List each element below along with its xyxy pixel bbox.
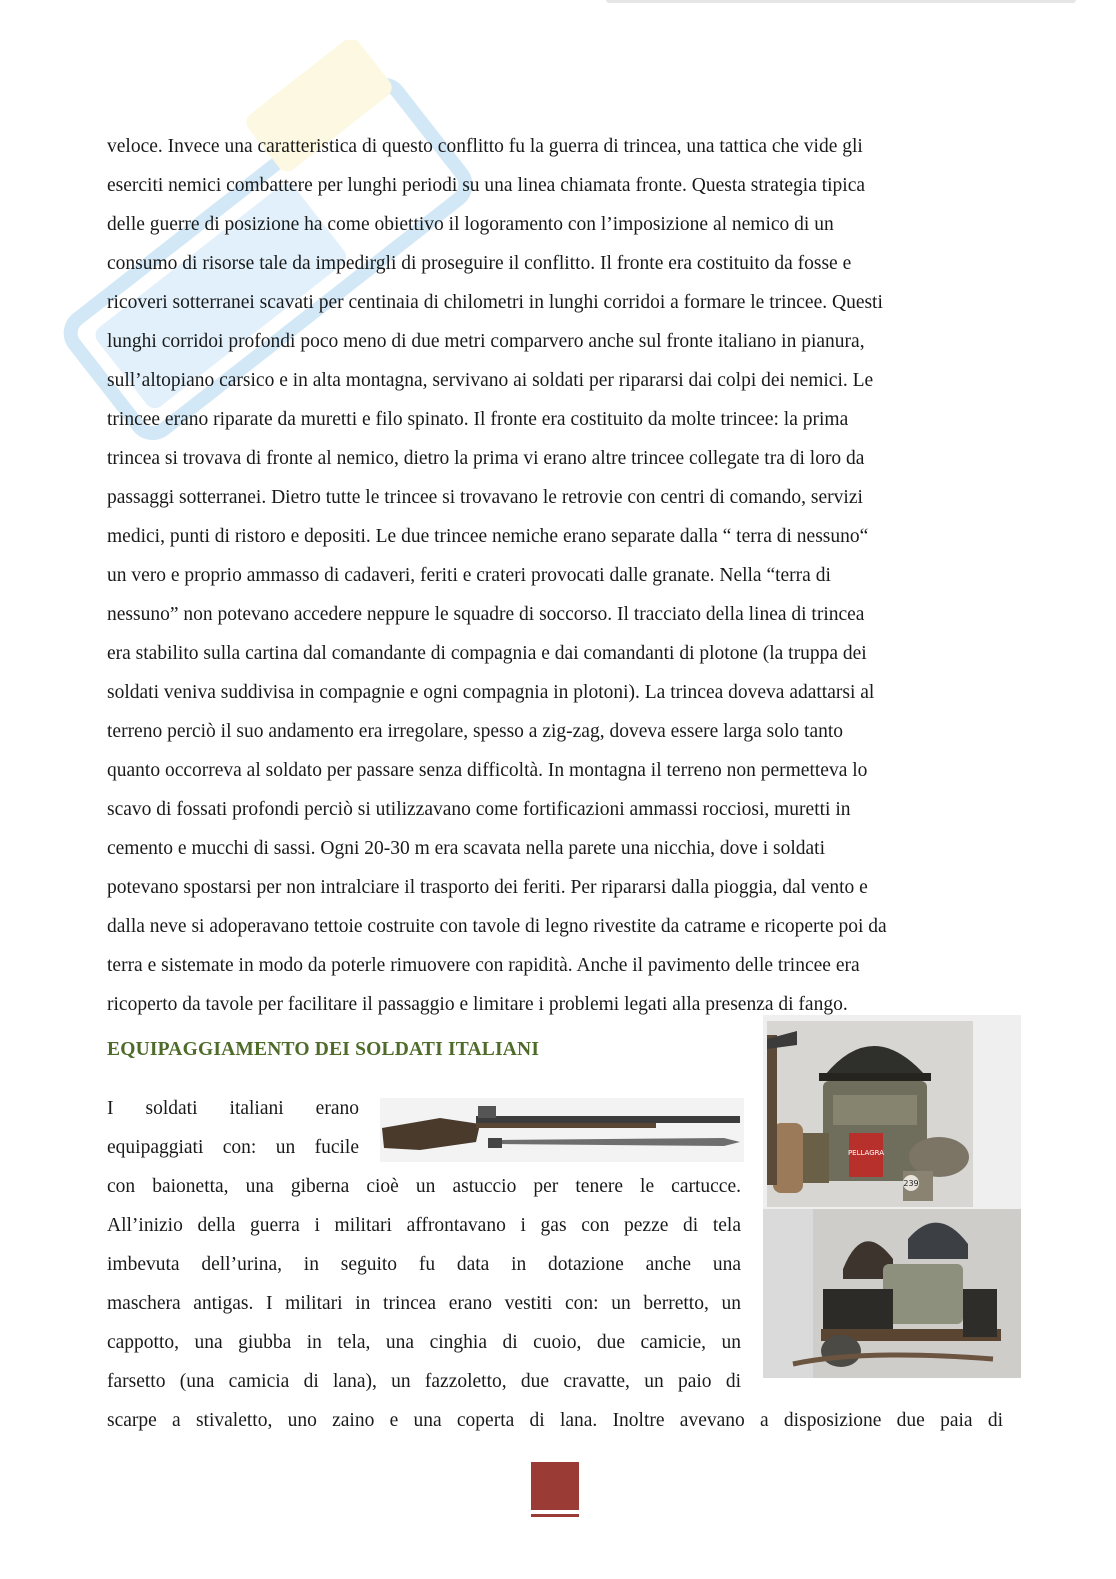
rifle-bayonet-image [380, 1098, 744, 1162]
page-marker-underline [531, 1514, 579, 1517]
body-line: veloce. Invece una caratteristica di questo conflitto fu la guerra di trincea, una tattica che vide gli [107, 136, 863, 157]
body-line: passaggi sotterranei. Dietro tutte le trincee si trovavano le retrovie con centri di comando, servizi [107, 487, 863, 508]
section-line: con baionetta, una giberna cioè un astuccio per tenere le cartucce. [107, 1176, 741, 1197]
body-line: scavo di fossati profondi perciò si utilizzavano come fortificazioni ammassi rocciosi, muretti in [107, 799, 851, 820]
body-line: dalla neve si adoperavano tettoie costruite con tavole di legno rivestite da catrame e ricoperte poi da [107, 916, 887, 937]
body-line: soldati veniva suddivisa in compagnie e ogni compagnia in plotoni). La trincea doveva adattarsi al [107, 682, 875, 703]
body-line: consumo di risorse tale da impedirgli di proseguire il conflitto. Il fronte era costituito da fosse e [107, 253, 852, 274]
body-line: trincee erano riparate da muretti e filo spinato. Il fronte era costituito da molte trincee: la prima [107, 409, 849, 430]
body-line: terra e sistemate in modo da poterle rimuovere con rapidità. Anche il pavimento delle trincee era [107, 955, 860, 976]
equipment-photo-2 [763, 1209, 1021, 1378]
body-line: sull’altopiano carsico e in alta montagna, servivano ai soldati per ripararsi dai colpi dei nemici. Le [107, 370, 874, 391]
equipment-tag-1: PELLAGRA [847, 1149, 885, 1157]
section-line: farsetto (una camicia di lana), un fazzoletto, due cravatte, un paio di [107, 1371, 741, 1392]
top-edge-rule [606, 0, 1076, 3]
page-marker [531, 1462, 579, 1510]
equipment-photo-1 [763, 1015, 1021, 1211]
body-line: un vero e proprio ammasso di cadaveri, feriti e crateri provocati dalle granate. Nella “terra di [107, 565, 831, 586]
body-line: trincea si trovava di fronte al nemico, dietro la prima vi erano altre trincee collegate tra di loro da [107, 448, 865, 469]
body-line: medici, punti di ristoro e depositi. Le due trincee nemiche erano separate dalla “ terra di nessuno“ [107, 526, 869, 547]
section-heading: EQUIPAGGIAMENTO DEI SOLDATI ITALIANI [107, 1039, 540, 1060]
section-line: imbevuta dell’urina, in seguito fu data in dotazione anche una [107, 1254, 741, 1275]
body-line: cemento e mucchi di sassi. Ogni 20-30 m era scavata nella parete una nicchia, dove i soldati [107, 838, 825, 859]
body-line: era stabilito sulla cartina dal comandante di compagnia e dai comandanti di plotone (la truppa dei [107, 643, 867, 664]
body-line: eserciti nemici combattere per lunghi periodi su una linea chiamata fronte. Questa strategia tipica [107, 175, 866, 196]
body-line: lunghi corridoi profondi poco meno di due metri comparvero anche sul fronte italiano in pianura, [107, 331, 865, 352]
body-paragraph [107, 127, 1009, 1024]
section-line: scarpe a stivaletto, uno zaino e una coperta di lana. Inoltre avevano a disposizione due paia di [107, 1410, 1003, 1431]
equipment-tag-2: 239 [903, 1179, 919, 1188]
body-line: potevano spostarsi per non intralciare il trasporto dei feriti. Per ripararsi dalla pioggia, dal vento e [107, 877, 868, 898]
body-line: nessuno” non potevano accedere neppure le squadre di soccorso. Il tracciato della linea di trincea [107, 604, 865, 625]
section-line: I soldati italiani erano [107, 1098, 359, 1119]
body-line: ricoveri sotterranei scavati per centinaia di chilometri in lunghi corridoi a formare le trincee. Questi [107, 292, 883, 313]
section-line: equipaggiati con: un fucile [107, 1137, 359, 1158]
body-line: ricoperto da tavole per facilitare il passaggio e limitare i problemi legati alla presenza di fango. [107, 994, 848, 1015]
section-line: All’inizio della guerra i militari affrontavano i gas con pezze di tela [107, 1215, 741, 1236]
body-line: delle guerre di posizione ha come obiettivo il logoramento con l’imposizione al nemico di un [107, 214, 834, 235]
section-line: maschera antigas. I militari in trincea erano vestiti con: un berretto, un [107, 1293, 741, 1314]
body-line: quanto occorreva al soldato per passare senza difficoltà. In montagna il terreno non permetteva lo [107, 760, 868, 781]
body-line: terreno perciò il suo andamento era irregolare, spesso a zig-zag, doveva essere larga solo tanto [107, 721, 844, 742]
section-line: cappotto, una giubba in tela, una cinghia di cuoio, due camicie, un [107, 1332, 741, 1353]
